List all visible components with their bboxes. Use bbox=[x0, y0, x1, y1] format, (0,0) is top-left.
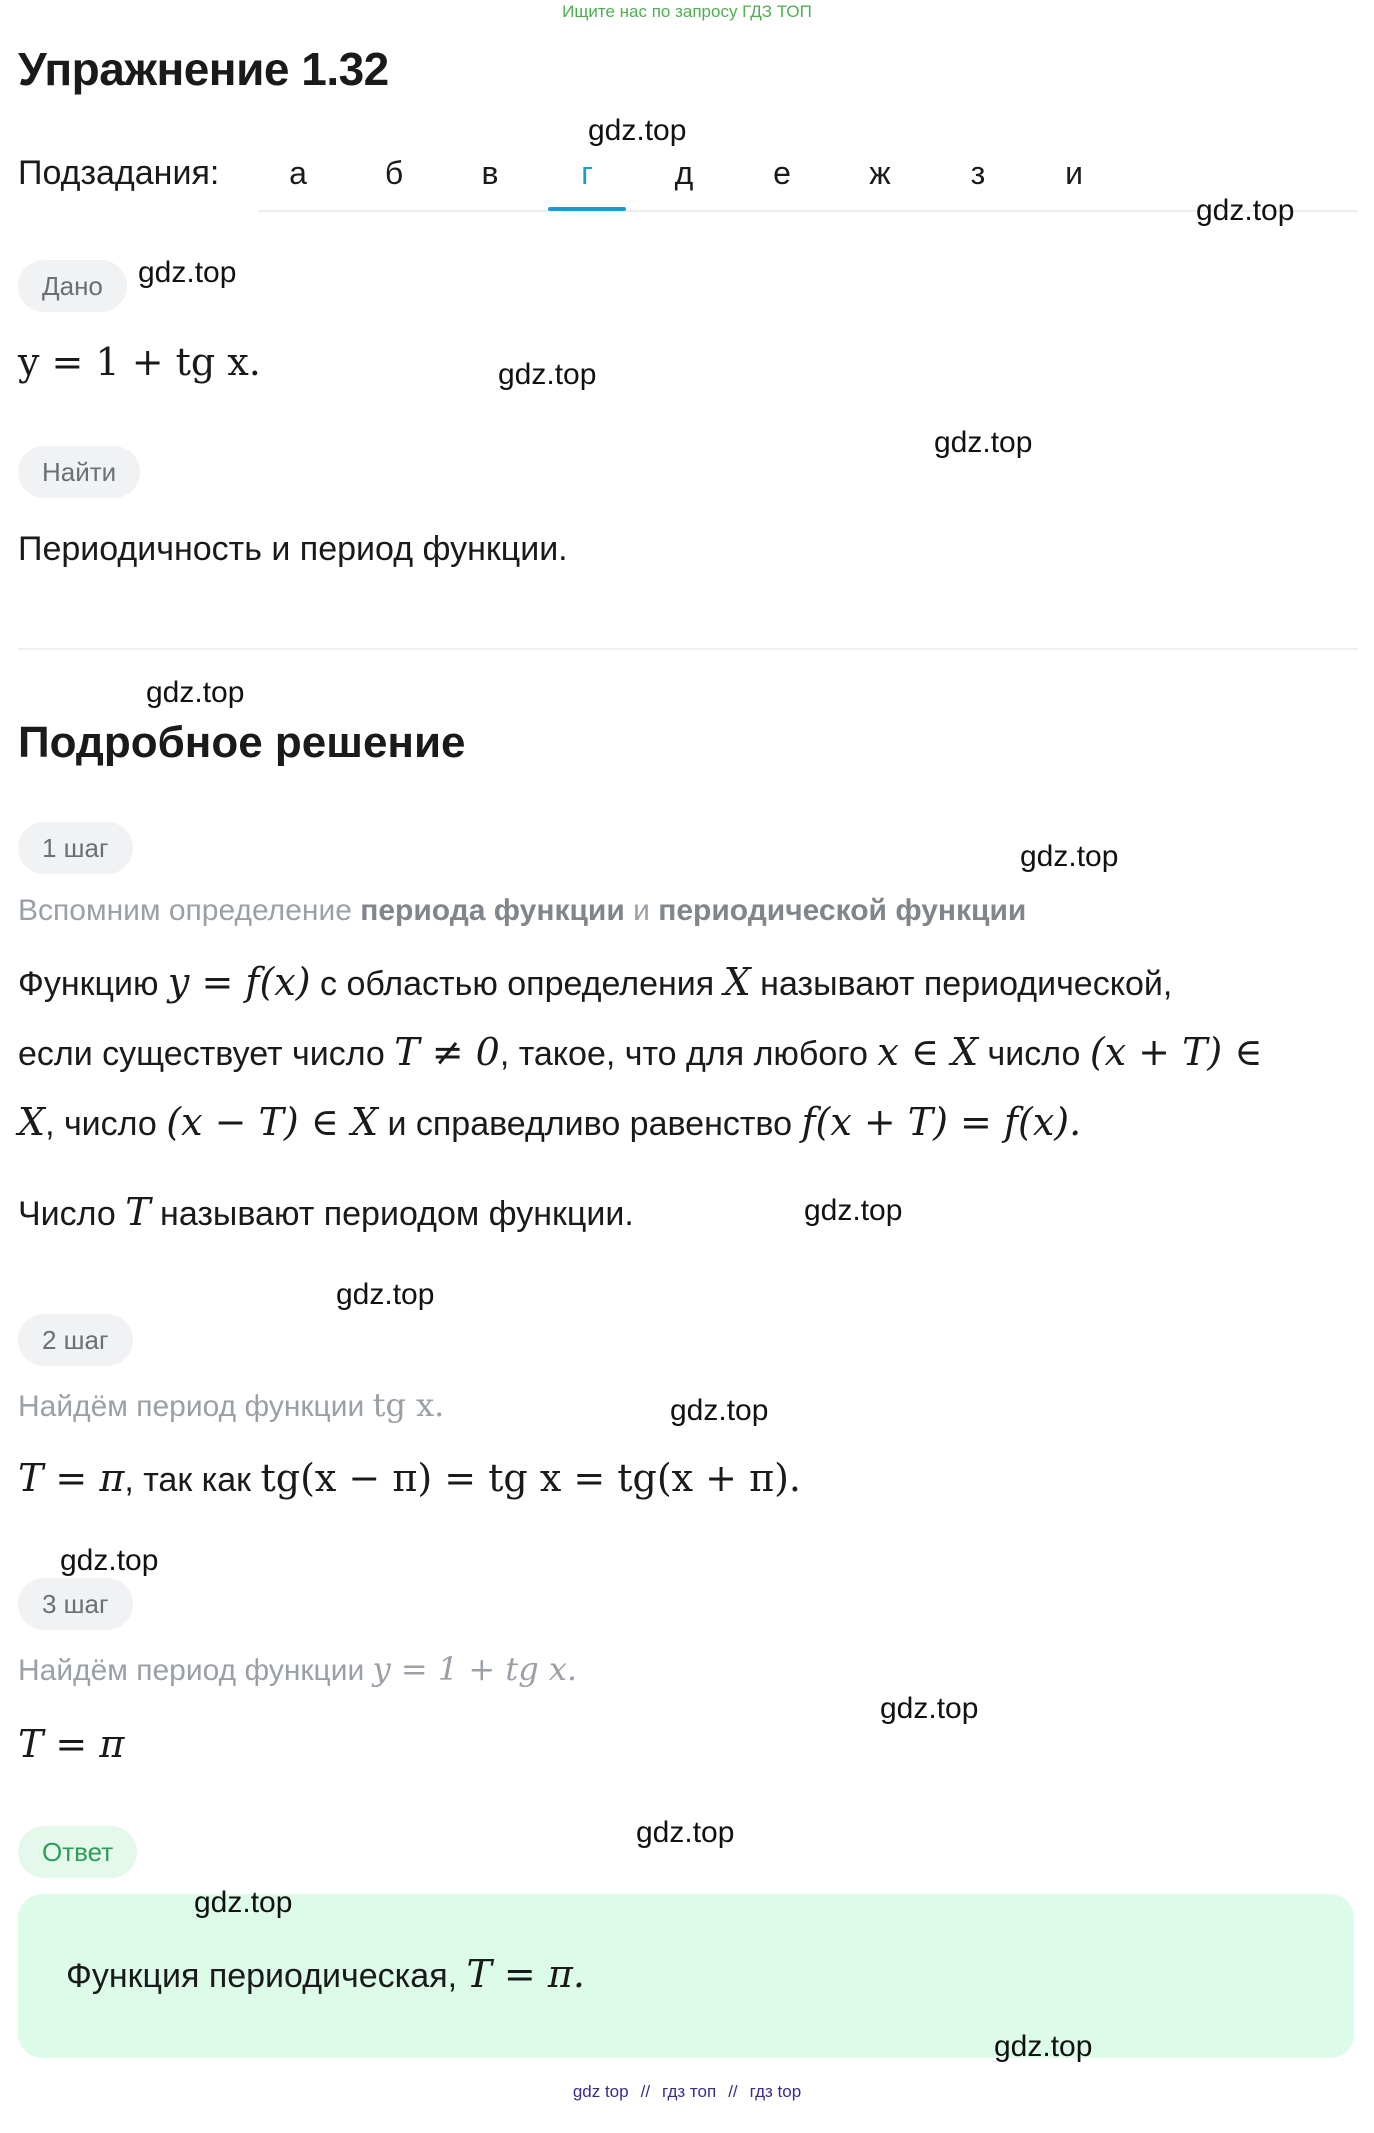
step-2-line-1: T = π, так как tg(x − π) = tg x = tg(x + π). bbox=[18, 1456, 801, 1500]
given-badge: Дано bbox=[18, 260, 127, 312]
watermark: gdz.top bbox=[146, 676, 245, 709]
step-2-intro: Найдём период функции tg x. bbox=[18, 1386, 445, 1424]
tab-g[interactable]: г bbox=[548, 148, 626, 208]
subtask-tabs bbox=[258, 148, 1358, 212]
step-1-line-4: Число T называют периодом функции. bbox=[18, 1190, 634, 1234]
watermark: gdz.top bbox=[636, 1816, 735, 1849]
footer-link[interactable]: гдз top bbox=[749, 2082, 802, 2101]
watermark: gdz.top bbox=[670, 1394, 769, 1427]
tab-i[interactable]: и bbox=[1065, 155, 1083, 191]
top-banner[interactable]: Ищите нас по запросу ГДЗ ТОП bbox=[562, 2, 812, 21]
watermark: gdz.top bbox=[880, 1692, 979, 1725]
step-3-intro: Найдём период функции y = 1 + tg x. bbox=[18, 1650, 578, 1688]
watermark: gdz.top bbox=[1020, 840, 1119, 873]
step-3-line-1: T = π bbox=[18, 1722, 125, 1766]
given-formula: y = 1 + tg x. bbox=[18, 340, 261, 384]
footer-links bbox=[0, 2082, 1374, 2102]
footer-link[interactable]: гдз топ bbox=[662, 2082, 717, 2101]
step-1-intro: Вспомним определение периода функции и периодической функции bbox=[18, 894, 1027, 927]
watermark: gdz.top bbox=[934, 426, 1033, 459]
watermark: gdz.top bbox=[138, 256, 237, 289]
watermark: gdz.top bbox=[588, 114, 687, 147]
tab-z[interactable]: з bbox=[970, 155, 986, 191]
solution-title: Подробное решение bbox=[18, 718, 466, 767]
watermark: gdz.top bbox=[994, 2030, 1093, 2063]
step-2-badge: 2 шаг bbox=[18, 1314, 133, 1366]
step-1-badge: 1 шаг bbox=[18, 822, 133, 874]
find-badge: Найти bbox=[18, 446, 140, 498]
tab-a[interactable]: а bbox=[289, 155, 307, 191]
watermark: gdz.top bbox=[804, 1194, 903, 1227]
footer-link[interactable]: gdz top bbox=[572, 2082, 629, 2101]
tab-b[interactable]: б bbox=[384, 155, 404, 191]
watermark: gdz.top bbox=[194, 1886, 293, 1919]
step-3-badge: 3 шаг bbox=[18, 1578, 133, 1630]
page-title: Упражнение 1.32 bbox=[18, 43, 389, 95]
answer-badge: Ответ bbox=[18, 1826, 137, 1878]
step-1-line-3: X, число (x − T) ∈ X и справедливо равенство f(x + T) = f(x). bbox=[18, 1100, 1082, 1144]
watermark: gdz.top bbox=[1196, 194, 1295, 227]
tab-e[interactable]: е bbox=[773, 155, 791, 191]
subtasks-label: Подзадания: bbox=[18, 154, 220, 192]
tab-v[interactable]: в bbox=[481, 155, 499, 191]
footer-separator: // bbox=[640, 2082, 651, 2101]
tab-d[interactable]: д bbox=[674, 155, 694, 191]
watermark: gdz.top bbox=[336, 1278, 435, 1311]
find-text: Периодичность и период функции. bbox=[18, 530, 568, 568]
step-1-line-1: Функцию y = f(x) с областью определения X называют периодической, bbox=[18, 960, 1173, 1004]
watermark: gdz.top bbox=[498, 358, 597, 391]
divider bbox=[18, 648, 1358, 650]
answer-text: Функция периодическая, T = π. bbox=[66, 1952, 585, 1996]
tab-zh[interactable]: ж bbox=[869, 155, 891, 191]
watermark: gdz.top bbox=[60, 1544, 159, 1577]
step-1-line-2: если существует число T ≠ 0, такое, что для любого x ∈ X число (x + T) ∈ bbox=[18, 1030, 1263, 1074]
footer-separator: // bbox=[728, 2082, 738, 2101]
